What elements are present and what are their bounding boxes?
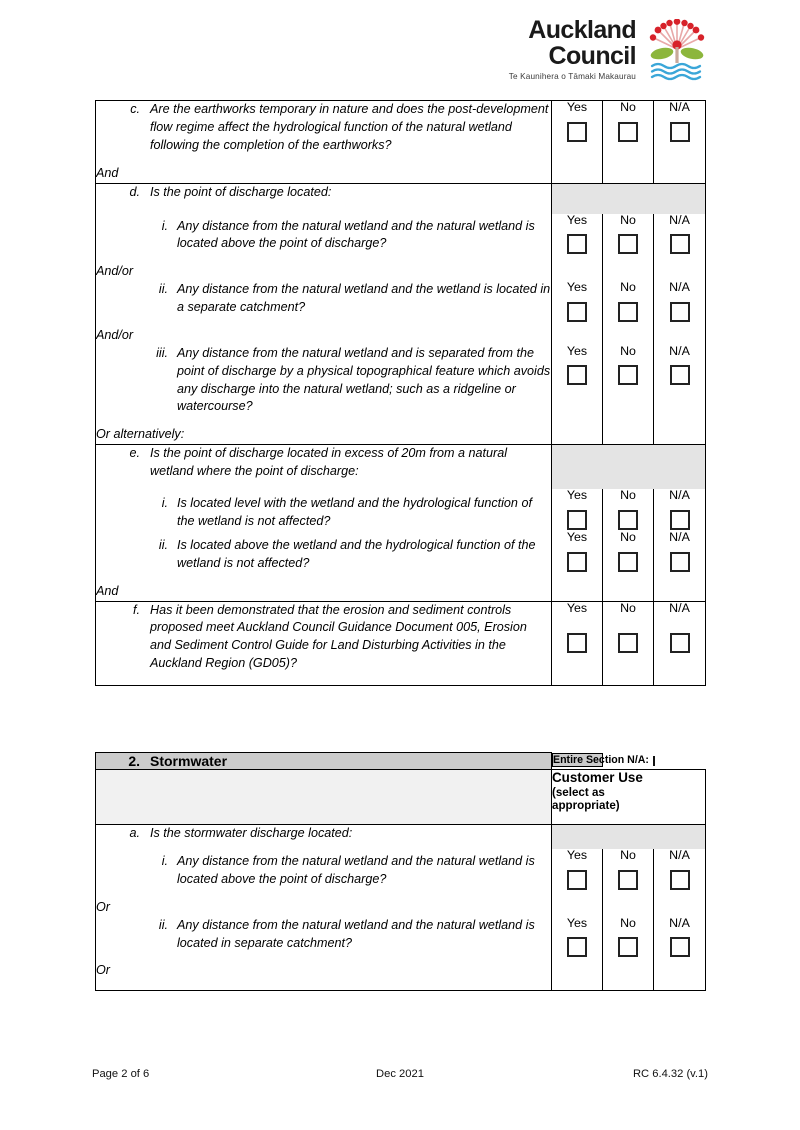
checkbox-na-e-ii[interactable] [670,552,690,572]
question-text-d-ii: Any distance from the natural wetland and the wetland is located in a separate catchment? [177,282,551,314]
checkbox-yes-d-iii[interactable] [567,365,587,385]
answer-label-no: No [620,343,636,358]
checkbox-yes-f[interactable] [567,633,587,653]
question-text-a-ii: Any distance from the natural wetland and the natural wetland is located in separate catchment? [177,917,535,950]
question-cell-f [96,601,552,686]
answer-cell-yes-f [552,601,603,686]
logo-line-auckland: Auckland [528,16,636,44]
checkbox-no-a-i[interactable] [618,870,638,890]
answer-label-no: No [620,600,636,615]
checkbox-na-c[interactable] [670,122,690,142]
answer-label-na: N/A [669,343,690,358]
question-marker-e: e. [129,446,140,461]
table-row-d-iii [96,345,706,445]
table-row-c [96,101,706,184]
customer-use-blank-cell [96,770,552,825]
question-cell-e-i [96,489,552,531]
conjunction-or-a-i: Or [96,899,110,914]
question-text-e: Is the point of discharge located in excess of 20m from a natural wetland where the point of discharge: [150,446,508,478]
answer-cell-na-e-ii [654,531,706,601]
answer-label-yes: Yes [566,488,588,503]
auckland-council-logo [509,18,708,81]
section-title-cell [96,753,552,770]
conjunction-andor-d-i: And/or [96,264,134,279]
table-row-d-i [96,214,706,282]
question-text-f: Has it been demonstrated that the erosion and sediment controls proposed meet Auckland Council Guidance Document 005, Erosion and Sediment Control Guide for Land Disturbing Activities in the Auckland Region (GD05)? [150,602,527,671]
answer-label-yes: Yes [566,212,588,227]
checkbox-na-d-i[interactable] [670,234,690,254]
checkbox-na-e-i[interactable] [670,510,690,530]
answer-cell-yes-e-i [552,489,603,531]
section-number: 2. [128,753,140,769]
shaded-answer-band-a [552,825,706,850]
answer-label-na: N/A [669,488,690,503]
pohutukawa-flower-logo-icon [646,19,708,81]
checkbox-yes-d-ii[interactable] [567,302,587,322]
checkbox-no-c[interactable] [618,122,638,142]
checkbox-no-e-i[interactable] [618,510,638,530]
question-text-e-ii: Is located above the wetland and the hydrological function of the wetland is not affected? [177,537,536,570]
conjunction-and-e: And [96,583,119,598]
answer-cell-no-e-i [603,489,654,531]
checkbox-no-d-ii[interactable] [618,302,638,322]
customer-use-sub-line2: appropriate) [552,799,620,813]
answer-cell-na-f [654,601,706,686]
checkbox-yes-a-ii[interactable] [567,937,587,957]
answer-cell-no-a-ii [603,917,654,991]
table-row-d-ii [96,281,706,345]
answer-cell-yes-a-i [552,849,603,917]
stormwater-section-table [95,752,706,991]
answer-label-yes: Yes [566,600,588,615]
table-row-a-heading [96,825,706,850]
question-marker-c: c. [130,102,140,116]
checkbox-na-f[interactable] [670,633,690,653]
answer-cell-no-d-ii [603,281,654,345]
question-cell-a-ii [96,917,552,991]
question-cell-a-i [96,849,552,917]
checkbox-no-e-ii[interactable] [618,552,638,572]
customer-use-sub-line1: (select as [552,785,605,799]
question-text-d-iii: Any distance from the natural wetland and is separated from the point of discharge by a physical topographical feature which avoids any discharge into the natural wetland; such as a ridgeline or watercourse? [177,345,551,414]
answer-label-na: N/A [669,280,690,295]
answer-label-no: No [620,280,636,295]
footer-document-code: RC 6.4.32 (v.1) [632,1068,708,1080]
question-marker-e-i: i. [161,496,168,511]
conjunction-or-alternatively: Or alternatively: [96,427,185,442]
answer-label-no: No [620,488,636,503]
answer-cell-no-c [603,101,654,184]
answer-cell-na-a-i [654,849,706,917]
answer-cell-yes-a-ii [552,917,603,991]
question-marker-d-i: i. [161,218,168,233]
question-marker-e-ii: ii. [158,537,168,552]
answer-cell-yes-e-ii [552,531,603,601]
section-title: Stormwater [150,753,228,769]
answer-label-na: N/A [669,212,690,227]
checkbox-no-f[interactable] [618,633,638,653]
checkbox-yes-e-ii[interactable] [567,552,587,572]
question-text-d-i: Any distance from the natural wetland and the natural wetland is located above the point of discharge? [177,218,535,251]
answer-label-na: N/A [669,100,690,114]
answer-label-yes: Yes [566,848,588,862]
checkbox-entire-section-na[interactable] [653,756,655,766]
conjunction-or-a-ii: Or [96,963,110,978]
question-text-a-i: Any distance from the natural wetland and the natural wetland is located above the point of discharge? [177,854,535,886]
answer-cell-na-d-i [654,214,706,282]
checkbox-yes-d-i[interactable] [567,234,587,254]
answer-label-no: No [620,212,636,227]
customer-use-header-cell [552,770,706,825]
answer-label-yes: Yes [566,280,588,295]
table-row-f [96,601,706,686]
answer-label-na: N/A [669,915,690,930]
answer-label-yes: Yes [566,915,588,930]
question-text-d: Is the point of discharge located: [150,184,332,199]
answer-cell-no-d-iii [603,345,654,445]
footer-date: Dec 2021 [376,1068,424,1080]
table-row-d-heading [96,183,706,214]
checkbox-na-a-i[interactable] [670,870,690,890]
answer-label-no: No [620,848,636,862]
question-text-c: Are the earthworks temporary in nature and does the post-development flow regime affect the hydrological function of the natural wetland following the completion of the earthworks? [150,102,549,152]
question-cell-e [96,445,552,490]
checkbox-yes-e-i[interactable] [567,510,587,530]
shaded-answer-band-e [552,445,706,490]
checkbox-na-d-ii[interactable] [670,302,690,322]
answer-label-na: N/A [669,600,690,615]
answer-cell-yes-c [552,101,603,184]
answer-cell-no-a-i [603,849,654,917]
answer-cell-no-e-ii [603,531,654,601]
logo-wordmark [509,18,636,81]
answer-label-no: No [620,529,636,544]
answer-cell-yes-d-iii [552,345,603,445]
checkbox-na-a-ii[interactable] [670,937,690,957]
table-row-a-ii [96,917,706,991]
answer-cell-no-f [603,601,654,686]
question-marker-a-ii: ii. [158,917,168,932]
question-text-a: Is the stormwater discharge located: [150,826,353,840]
table-row-e-ii [96,531,706,601]
answer-label-yes: Yes [566,100,588,114]
question-cell-a [96,825,552,850]
entire-section-na-label: Entire Section N/A: [553,753,649,766]
logo-line-council: Council [548,42,636,70]
question-cell-d [96,183,552,214]
question-marker-f: f. [133,602,140,617]
answer-cell-yes-d-ii [552,281,603,345]
answer-label-no: No [620,915,636,930]
question-marker-d-iii: iii. [156,345,168,360]
question-cell-d-ii [96,281,552,345]
section-header-row [96,753,706,770]
answer-label-no: No [620,100,636,114]
answer-cell-no-d-i [603,214,654,282]
earthworks-questions-table [95,100,706,686]
checkbox-yes-c[interactable] [567,122,587,142]
checkbox-yes-a-i[interactable] [567,870,587,890]
question-cell-d-i [96,214,552,282]
answer-label-yes: Yes [566,343,588,358]
table-row-e-heading [96,445,706,490]
conjunction-andor-d-ii: And/or [96,327,134,342]
question-marker-a: a. [129,826,140,840]
answer-cell-na-e-i [654,489,706,531]
question-cell-c [96,101,552,184]
customer-use-title: Customer Use [552,770,643,785]
answer-cell-na-d-ii [654,281,706,345]
conjunction-and-c: And [96,165,119,180]
answer-label-na: N/A [669,848,690,862]
question-cell-d-iii [96,345,552,445]
entire-section-na-cell [552,753,649,767]
answer-cell-na-c [654,101,706,184]
answer-cell-na-a-ii [654,917,706,991]
logo-maori-text: Te Kaunihera o Tāmaki Makaurau [508,72,636,81]
checkbox-no-d-iii[interactable] [618,365,638,385]
customer-use-row [96,770,706,825]
question-marker-d-ii: ii. [158,282,168,297]
shaded-answer-band-d [552,183,706,214]
footer-page-number: Page 2 of 6 [92,1068,150,1080]
checkbox-no-a-ii[interactable] [618,937,638,957]
page-footer [92,1068,708,1080]
checkbox-no-d-i[interactable] [618,234,638,254]
question-marker-a-i: i. [161,854,168,868]
answer-label-na: N/A [669,529,690,544]
answer-label-yes: Yes [566,529,588,544]
question-text-e-i: Is located level with the wetland and the hydrological function of the wetland is not affected? [177,496,532,528]
answer-cell-na-d-iii [654,345,706,445]
table-row-a-i [96,849,706,917]
question-marker-d: d. [129,184,140,199]
question-cell-e-ii [96,531,552,601]
checkbox-na-d-iii[interactable] [670,365,690,385]
answer-cell-yes-d-i [552,214,603,282]
table-row-e-i [96,489,706,531]
